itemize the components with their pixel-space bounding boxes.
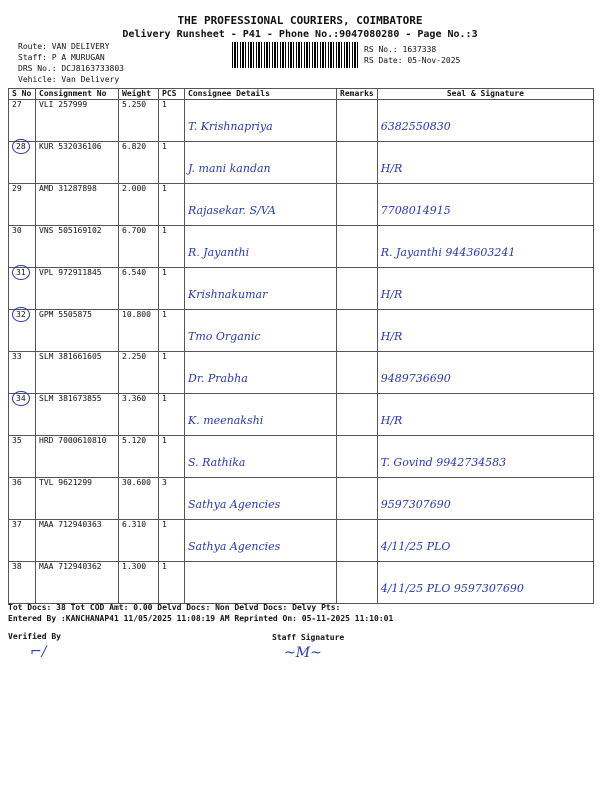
cell-weight [119,562,159,604]
col-sno: S No [9,89,36,100]
cell-pcs-text: 3 [162,478,167,487]
cell-weight-text: 5.250 [122,100,147,109]
cell-weight [119,184,159,226]
cell-sno-text: 37 [12,520,22,529]
cell-consignee [185,478,337,520]
cell-consignment-text: MAA 712940362 [39,562,102,571]
cell-consignment-text: AMD 31287898 [39,184,97,193]
cell-consignment-text: VPL 972911845 [39,268,102,277]
drs-number: DRS No.: DCJ8163733803 [18,64,124,73]
cell-consignee-text: Sathya Agencies [188,498,281,511]
cell-consignee [185,142,337,184]
cell-sno-text: 31 [12,265,30,280]
cell-consignment [36,394,119,436]
cell-pcs [159,184,185,226]
cell-seal-text: R. Jayanthi 9443603241 [380,246,516,259]
cell-weight-text: 1.300 [122,562,147,571]
col-consignee: Consignee Details [185,89,337,100]
cell-sno [9,100,36,142]
col-seal: Seal & Signature [377,89,593,100]
cell-weight-text: 6.310 [122,520,147,529]
cell-seal-text: H/R [380,414,403,427]
cell-seal-text: H/R [380,288,403,301]
cell-consignment [36,184,119,226]
cell-consignment-text: HRD 7000610810 [39,436,107,445]
cell-pcs [159,226,185,268]
cell-sno-text: 28 [12,139,30,154]
cell-weight-text: 5.120 [122,436,147,445]
cell-pcs-text: 1 [162,562,167,571]
cell-remarks [337,394,378,436]
cell-sno [9,142,36,184]
cell-sno-text: 33 [12,352,22,361]
cell-sno [9,184,36,226]
cell-pcs-text: 1 [162,184,167,193]
cell-seal-text: 9489736690 [380,372,451,385]
cell-consignment [36,562,119,604]
cell-weight [119,478,159,520]
cell-weight [119,352,159,394]
col-weight: Weight [119,89,159,100]
cell-pcs-text: 1 [162,436,167,445]
cell-pcs [159,520,185,562]
cell-remarks [337,478,378,520]
cell-consignee [185,394,337,436]
cell-seal [377,520,593,562]
cell-sno-text: 36 [12,478,22,487]
cell-weight-text: 6.540 [122,268,147,277]
cell-sno [9,394,36,436]
cell-consignment [36,310,119,352]
cell-weight [119,226,159,268]
staff-signature-icon: ~M~ [284,645,322,661]
cell-consignee-text: T. Krishnapriya [188,120,273,133]
cell-pcs [159,478,185,520]
cell-seal [377,268,593,310]
cell-consignment [36,268,119,310]
cell-pcs [159,394,185,436]
cell-pcs-text: 1 [162,268,167,277]
cell-weight [119,394,159,436]
cell-sno-text: 34 [12,391,30,406]
cell-pcs [159,436,185,478]
cell-seal-text: 4/11/25 PLO [380,540,451,553]
cell-remarks [337,520,378,562]
cell-seal [377,142,593,184]
cell-consignment-text: SLM 381661605 [39,352,102,361]
cell-weight-text: 6.820 [122,142,147,151]
cell-seal [377,436,593,478]
cell-sno [9,562,36,604]
cell-pcs-text: 1 [162,520,167,529]
cell-pcs-text: 1 [162,394,167,403]
table-row [9,310,594,352]
runsheet-table [8,88,594,604]
cell-weight-text: 30.600 [122,478,151,487]
verified-signature-icon: ⌐/ [30,644,47,660]
cell-seal-text: H/R [380,162,403,175]
cell-remarks [337,142,378,184]
table-row [9,520,594,562]
cell-consignee-text: J. mani kandan [188,162,271,175]
cell-sno-text: 35 [12,436,22,445]
cell-consignment-text: GPM 5505875 [39,310,92,319]
cell-remarks [337,268,378,310]
cell-seal [377,226,593,268]
cell-weight [119,100,159,142]
cell-seal [377,394,593,436]
cell-pcs-text: 1 [162,310,167,319]
cell-sno [9,478,36,520]
cell-remarks [337,310,378,352]
staff-text: Staff: P A MURUGAN [18,53,105,62]
table-row [9,184,594,226]
col-pcs: PCS [159,89,185,100]
col-remarks: Remarks [337,89,378,100]
cell-sno-text: 29 [12,184,22,193]
verified-by-label: Verified By [8,632,61,641]
cell-remarks [337,184,378,226]
cell-consignment [36,352,119,394]
cell-consignment [36,142,119,184]
rs-date: RS Date: 05-Nov-2025 [364,56,461,65]
table-row [9,142,594,184]
table-row [9,100,594,142]
table-row [9,352,594,394]
cell-sno-text: 27 [12,100,22,109]
table-row [9,436,594,478]
cell-seal-text: 4/11/25 PLO 9597307690 [380,582,524,595]
cell-sno [9,310,36,352]
cell-pcs [159,310,185,352]
table-row [9,268,594,310]
barcode [232,42,358,68]
cell-consignee-text: Tmo Organic [188,330,261,343]
cell-sno-text: 30 [12,226,22,235]
cell-pcs-text: 1 [162,100,167,109]
cell-consignment [36,100,119,142]
cell-seal [377,478,593,520]
table-row [9,394,594,436]
table-header [9,89,594,100]
cell-weight [119,310,159,352]
company-title: THE PROFESSIONAL COURIERS, COIMBATORE [177,14,423,27]
cell-seal [377,184,593,226]
cell-pcs [159,562,185,604]
cell-seal [377,310,593,352]
cell-pcs-text: 1 [162,352,167,361]
cell-consignee-text: R. Jayanthi [188,246,250,259]
cell-pcs-text: 1 [162,142,167,151]
cell-consignee-text: Dr. Prabha [188,372,248,385]
cell-sno [9,268,36,310]
cell-remarks [337,226,378,268]
cell-seal-text: 9597307690 [380,498,451,511]
cell-sno [9,352,36,394]
cell-weight [119,268,159,310]
cell-weight-text: 2.000 [122,184,147,193]
cell-seal [377,562,593,604]
cell-sno [9,520,36,562]
cell-consignee [185,226,337,268]
cell-consignee [185,562,337,604]
cell-seal [377,100,593,142]
cell-consignment-text: VLI 257999 [39,100,88,109]
footer-entered: Entered By :KANCHANAP41 11/05/2025 11:08:19 AM Reprinted On: 05-11-2025 11:10:01 [8,614,394,623]
cell-weight-text: 2.250 [122,352,147,361]
cell-seal-text: T. Govind 9942734583 [380,456,507,469]
cell-consignment-text: MAA 712940363 [39,520,102,529]
cell-consignee [185,352,337,394]
cell-consignee-text: K. meenakshi [188,414,264,427]
rs-number: RS No.: 1637338 [364,45,437,54]
cell-consignment-text: KUR 532036106 [39,142,102,151]
cell-weight [119,142,159,184]
cell-consignee-text: Krishnakumar [188,288,268,301]
route-text: Route: VAN DELIVERY [18,42,110,51]
cell-pcs [159,142,185,184]
cell-remarks [337,562,378,604]
cell-consignee-text: Rajasekar. S/VA [188,204,276,217]
cell-consignee [185,520,337,562]
cell-pcs [159,352,185,394]
cell-consignment-text: SLM 381673855 [39,394,102,403]
cell-sno [9,436,36,478]
cell-seal-text: 6382550830 [380,120,451,133]
cell-sno [9,226,36,268]
cell-seal-text: H/R [380,330,403,343]
cell-consignee-text: Sathya Agencies [188,540,281,553]
cell-consignee [185,184,337,226]
cell-sno-text: 38 [12,562,22,571]
cell-sno-text: 32 [12,307,30,322]
cell-weight [119,520,159,562]
cell-weight-text: 6.700 [122,226,147,235]
footer-totals: Tot Docs: 38 Tot COD Amt: 0.00 Delvd Docs: Non Delvd Docs: Delvy Pts: [8,603,341,612]
cell-consignment [36,436,119,478]
cell-consignment-text: VNS 505169102 [39,226,102,235]
cell-weight-text: 10.800 [122,310,151,319]
header-right [364,44,460,66]
cell-pcs [159,100,185,142]
table-row [9,226,594,268]
cell-consignee-text: S. Rathika [188,456,246,469]
cell-consignment-text: TVL 9621299 [39,478,92,487]
cell-weight [119,436,159,478]
cell-pcs-text: 1 [162,226,167,235]
cell-consignee [185,268,337,310]
header-left [18,41,124,85]
table-row [9,478,594,520]
cell-remarks [337,352,378,394]
cell-consignee [185,100,337,142]
staff-signature-label: Staff Signature [272,633,345,642]
cell-weight-text: 3.360 [122,394,147,403]
cell-remarks [337,100,378,142]
col-consignment: Consignment No [36,89,119,100]
cell-pcs [159,268,185,310]
runsheet-subtitle: Delivery Runsheet - P41 - Phone No.:9047080280 - Page No.:3 [122,29,478,40]
cell-consignee [185,436,337,478]
cell-seal [377,352,593,394]
cell-consignment [36,226,119,268]
cell-consignment [36,520,119,562]
vehicle-text: Vehicle: Van Delivery [18,75,120,84]
table-row [9,562,594,604]
cell-seal-text: 7708014915 [380,204,451,217]
cell-remarks [337,436,378,478]
cell-consignee [185,310,337,352]
cell-consignment [36,478,119,520]
